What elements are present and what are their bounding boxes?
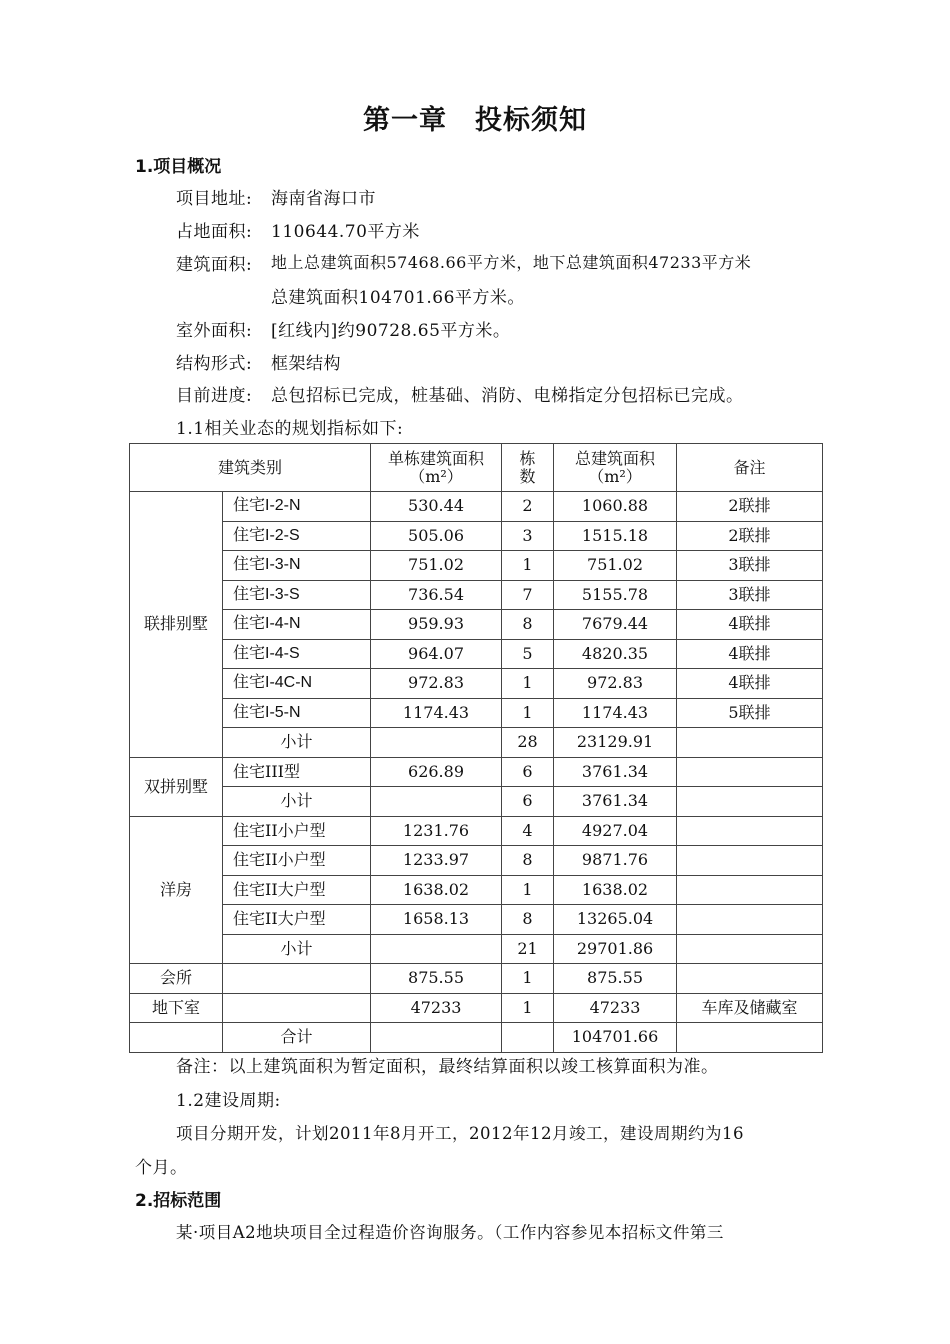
- cell-unit: [371, 1023, 502, 1053]
- cell-name: 住宅I-3-N: [223, 551, 371, 581]
- cell-name: 住宅I-2-S: [223, 521, 371, 551]
- table-row: [130, 816, 823, 846]
- table-row: [130, 551, 823, 581]
- cell-note: [677, 728, 823, 758]
- building-area-value-line2: 总建筑面积104701.66平方米。: [271, 288, 525, 308]
- cell-count: 8: [502, 610, 554, 640]
- cell-unit: 875.55: [371, 964, 502, 994]
- scope-line1: 某·项目A2地块项目全过程造价咨询服务。（工作内容参见本招标文件第三: [176, 1223, 724, 1242]
- cell-count: 28: [502, 728, 554, 758]
- cell-count: 1: [502, 993, 554, 1023]
- table-row: [130, 610, 823, 640]
- structure-value: 框架结构: [271, 354, 341, 374]
- cell-note: [677, 757, 823, 787]
- cell-note: [677, 787, 823, 817]
- cell-blank: [130, 1023, 223, 1053]
- table-row: [130, 757, 823, 787]
- cell-total: 1174.43: [554, 698, 677, 728]
- cell-unit: [371, 934, 502, 964]
- header-count: [502, 444, 554, 492]
- cell-count: 5: [502, 639, 554, 669]
- header-category: 建筑类别: [130, 444, 371, 492]
- group-villa: 洋房: [130, 816, 223, 964]
- cell-note: [677, 964, 823, 994]
- cell-unit: 959.93: [371, 610, 502, 640]
- cell-unit: 47233: [371, 993, 502, 1023]
- cell-total: 1638.02: [554, 875, 677, 905]
- header-total-area-line2: （m²）: [588, 466, 642, 486]
- cell-total: 5155.78: [554, 580, 677, 610]
- header-total-area: [554, 444, 677, 492]
- cell-name: 住宅III型: [223, 757, 371, 787]
- table-row: [130, 698, 823, 728]
- cell-count: 1: [502, 551, 554, 581]
- cell-note: 3联排: [677, 551, 823, 581]
- cell-unit: [371, 728, 502, 758]
- cell-count: 1: [502, 964, 554, 994]
- cell-count: 8: [502, 846, 554, 876]
- cell-total: 13265.04: [554, 905, 677, 935]
- table-row: [130, 639, 823, 669]
- cell-total: 7679.44: [554, 610, 677, 640]
- group-basement: 地下室: [130, 993, 223, 1023]
- cell-name: 住宅II大户型: [223, 875, 371, 905]
- cell-note: [677, 905, 823, 935]
- cell-name: 小计: [223, 934, 371, 964]
- cell-count: 2: [502, 492, 554, 522]
- cell-total: 1060.88: [554, 492, 677, 522]
- cell-count: 21: [502, 934, 554, 964]
- cell-count: 1: [502, 698, 554, 728]
- cell-count: 8: [502, 905, 554, 935]
- cell-total: 4820.35: [554, 639, 677, 669]
- header-count-line1: 栋: [519, 448, 536, 468]
- cell-unit: 530.44: [371, 492, 502, 522]
- cell-count: 1: [502, 875, 554, 905]
- cell-count: 4: [502, 816, 554, 846]
- cell-count: [502, 1023, 554, 1053]
- cell-name: 小计: [223, 728, 371, 758]
- period-line1: 项目分期开发，计划2011年8月开工，2012年12月竣工，建设周期约为16: [176, 1124, 744, 1143]
- cell-total: 104701.66: [554, 1023, 677, 1053]
- cell-note: [677, 846, 823, 876]
- period-line2: 个月。: [135, 1158, 188, 1178]
- cell-total: 29701.86: [554, 934, 677, 964]
- table-row: [130, 964, 823, 994]
- cell-unit: 1231.76: [371, 816, 502, 846]
- header-total-area-line1: 总建筑面积: [575, 448, 656, 468]
- cell-note: 4联排: [677, 639, 823, 669]
- cell-note: 2联排: [677, 521, 823, 551]
- cell-total: 47233: [554, 993, 677, 1023]
- cell-unit: 505.06: [371, 521, 502, 551]
- group-club: 会所: [130, 964, 223, 994]
- cell-note: 4联排: [677, 610, 823, 640]
- cell-name: 住宅I-5-N: [223, 698, 371, 728]
- cell-note: 5联排: [677, 698, 823, 728]
- cell-unit: 1638.02: [371, 875, 502, 905]
- cell-total: 751.02: [554, 551, 677, 581]
- progress-label: 目前进度:: [176, 386, 253, 406]
- cell-total: 9871.76: [554, 846, 677, 876]
- cell-count: 3: [502, 521, 554, 551]
- table-header-row: [130, 444, 823, 492]
- cell-count: 6: [502, 787, 554, 817]
- cell-total: 875.55: [554, 964, 677, 994]
- cell-unit: 626.89: [371, 757, 502, 787]
- cell-name: 住宅II小户型: [223, 846, 371, 876]
- table-row: [130, 492, 823, 522]
- cell-total: 3761.34: [554, 757, 677, 787]
- cell-unit: 736.54: [371, 580, 502, 610]
- table-row: [130, 993, 823, 1023]
- cell-note: 4联排: [677, 669, 823, 699]
- table-row: [130, 580, 823, 610]
- cell-note: 车库及储藏室: [677, 993, 823, 1023]
- header-count-line2: 数: [519, 466, 536, 486]
- cell-total: 4927.04: [554, 816, 677, 846]
- page-title: 第一章 投标须知: [363, 105, 587, 136]
- cell-unit: 751.02: [371, 551, 502, 581]
- subsection-1-1: 1.1相关业态的规划指标如下:: [176, 419, 404, 439]
- cell-count: 7: [502, 580, 554, 610]
- cell-note: 2联排: [677, 492, 823, 522]
- address-label: 项目地址:: [176, 189, 253, 209]
- header-note: 备注: [677, 444, 823, 492]
- structure-label: 结构形式:: [176, 354, 253, 374]
- cell-note: [677, 816, 823, 846]
- group-townhouse: 联排别墅: [130, 492, 223, 758]
- cell-name: 住宅I-4-N: [223, 610, 371, 640]
- table-row: [130, 905, 823, 935]
- cell-unit: [371, 787, 502, 817]
- cell-name: 住宅I-4C-N: [223, 669, 371, 699]
- cell-count: 1: [502, 669, 554, 699]
- cell-name: 住宅I-4-S: [223, 639, 371, 669]
- table-row: [130, 521, 823, 551]
- table-row: [130, 846, 823, 876]
- building-area-label: 建筑面积:: [176, 255, 253, 275]
- cell-unit: 972.83: [371, 669, 502, 699]
- cell-name: 小计: [223, 787, 371, 817]
- land-area-value: 110644.70平方米: [271, 222, 420, 242]
- cell-note: [677, 1023, 823, 1053]
- subsection-1-2: 1.2建设周期:: [176, 1091, 281, 1111]
- cell-count: 6: [502, 757, 554, 787]
- table-row-subtotal: [130, 934, 823, 964]
- table-footnote: 备注：以上建筑面积为暂定面积，最终结算面积以竣工核算面积为准。: [176, 1057, 719, 1077]
- outdoor-area-label: 室外面积:: [176, 321, 253, 341]
- cell-total: 3761.34: [554, 787, 677, 817]
- header-unit-area-line2: （m²）: [409, 466, 463, 486]
- cell-unit: 1233.97: [371, 846, 502, 876]
- table-row: [130, 875, 823, 905]
- cell-note: [677, 875, 823, 905]
- building-area-value-line1: 地上总建筑面积57468.66平方米，地下总建筑面积47233平方米: [271, 253, 752, 272]
- header-unit-area-line1: 单栋建筑面积: [388, 448, 485, 468]
- cell-name: 住宅I-3-S: [223, 580, 371, 610]
- cell-name: 合计: [223, 1023, 371, 1053]
- cell-name: [223, 993, 371, 1023]
- table-row-subtotal: [130, 787, 823, 817]
- group-duplex: 双拼别墅: [130, 757, 223, 816]
- cell-name: [223, 964, 371, 994]
- cell-unit: 1658.13: [371, 905, 502, 935]
- cell-unit: 964.07: [371, 639, 502, 669]
- progress-value: 总包招标已完成，桩基础、消防、电梯指定分包招标已完成。: [271, 386, 744, 406]
- address-value: 海南省海口市: [271, 189, 376, 209]
- header-unit-area: [371, 444, 502, 492]
- section-2-heading: 2.招标范围: [135, 1191, 222, 1211]
- table-row-subtotal: [130, 728, 823, 758]
- cell-total: 972.83: [554, 669, 677, 699]
- section-1-heading: 1.项目概况: [135, 157, 222, 177]
- table-row-total: [130, 1023, 823, 1053]
- cell-name: 住宅II大户型: [223, 905, 371, 935]
- planning-index-table: [129, 443, 823, 1053]
- outdoor-area-value: [红线内]约90728.65平方米。: [271, 321, 511, 341]
- land-area-label: 占地面积:: [176, 222, 253, 242]
- table-row: [130, 669, 823, 699]
- cell-note: 3联排: [677, 580, 823, 610]
- cell-name: 住宅II小户型: [223, 816, 371, 846]
- cell-note: [677, 934, 823, 964]
- cell-unit: 1174.43: [371, 698, 502, 728]
- cell-name: 住宅I-2-N: [223, 492, 371, 522]
- cell-total: 23129.91: [554, 728, 677, 758]
- cell-total: 1515.18: [554, 521, 677, 551]
